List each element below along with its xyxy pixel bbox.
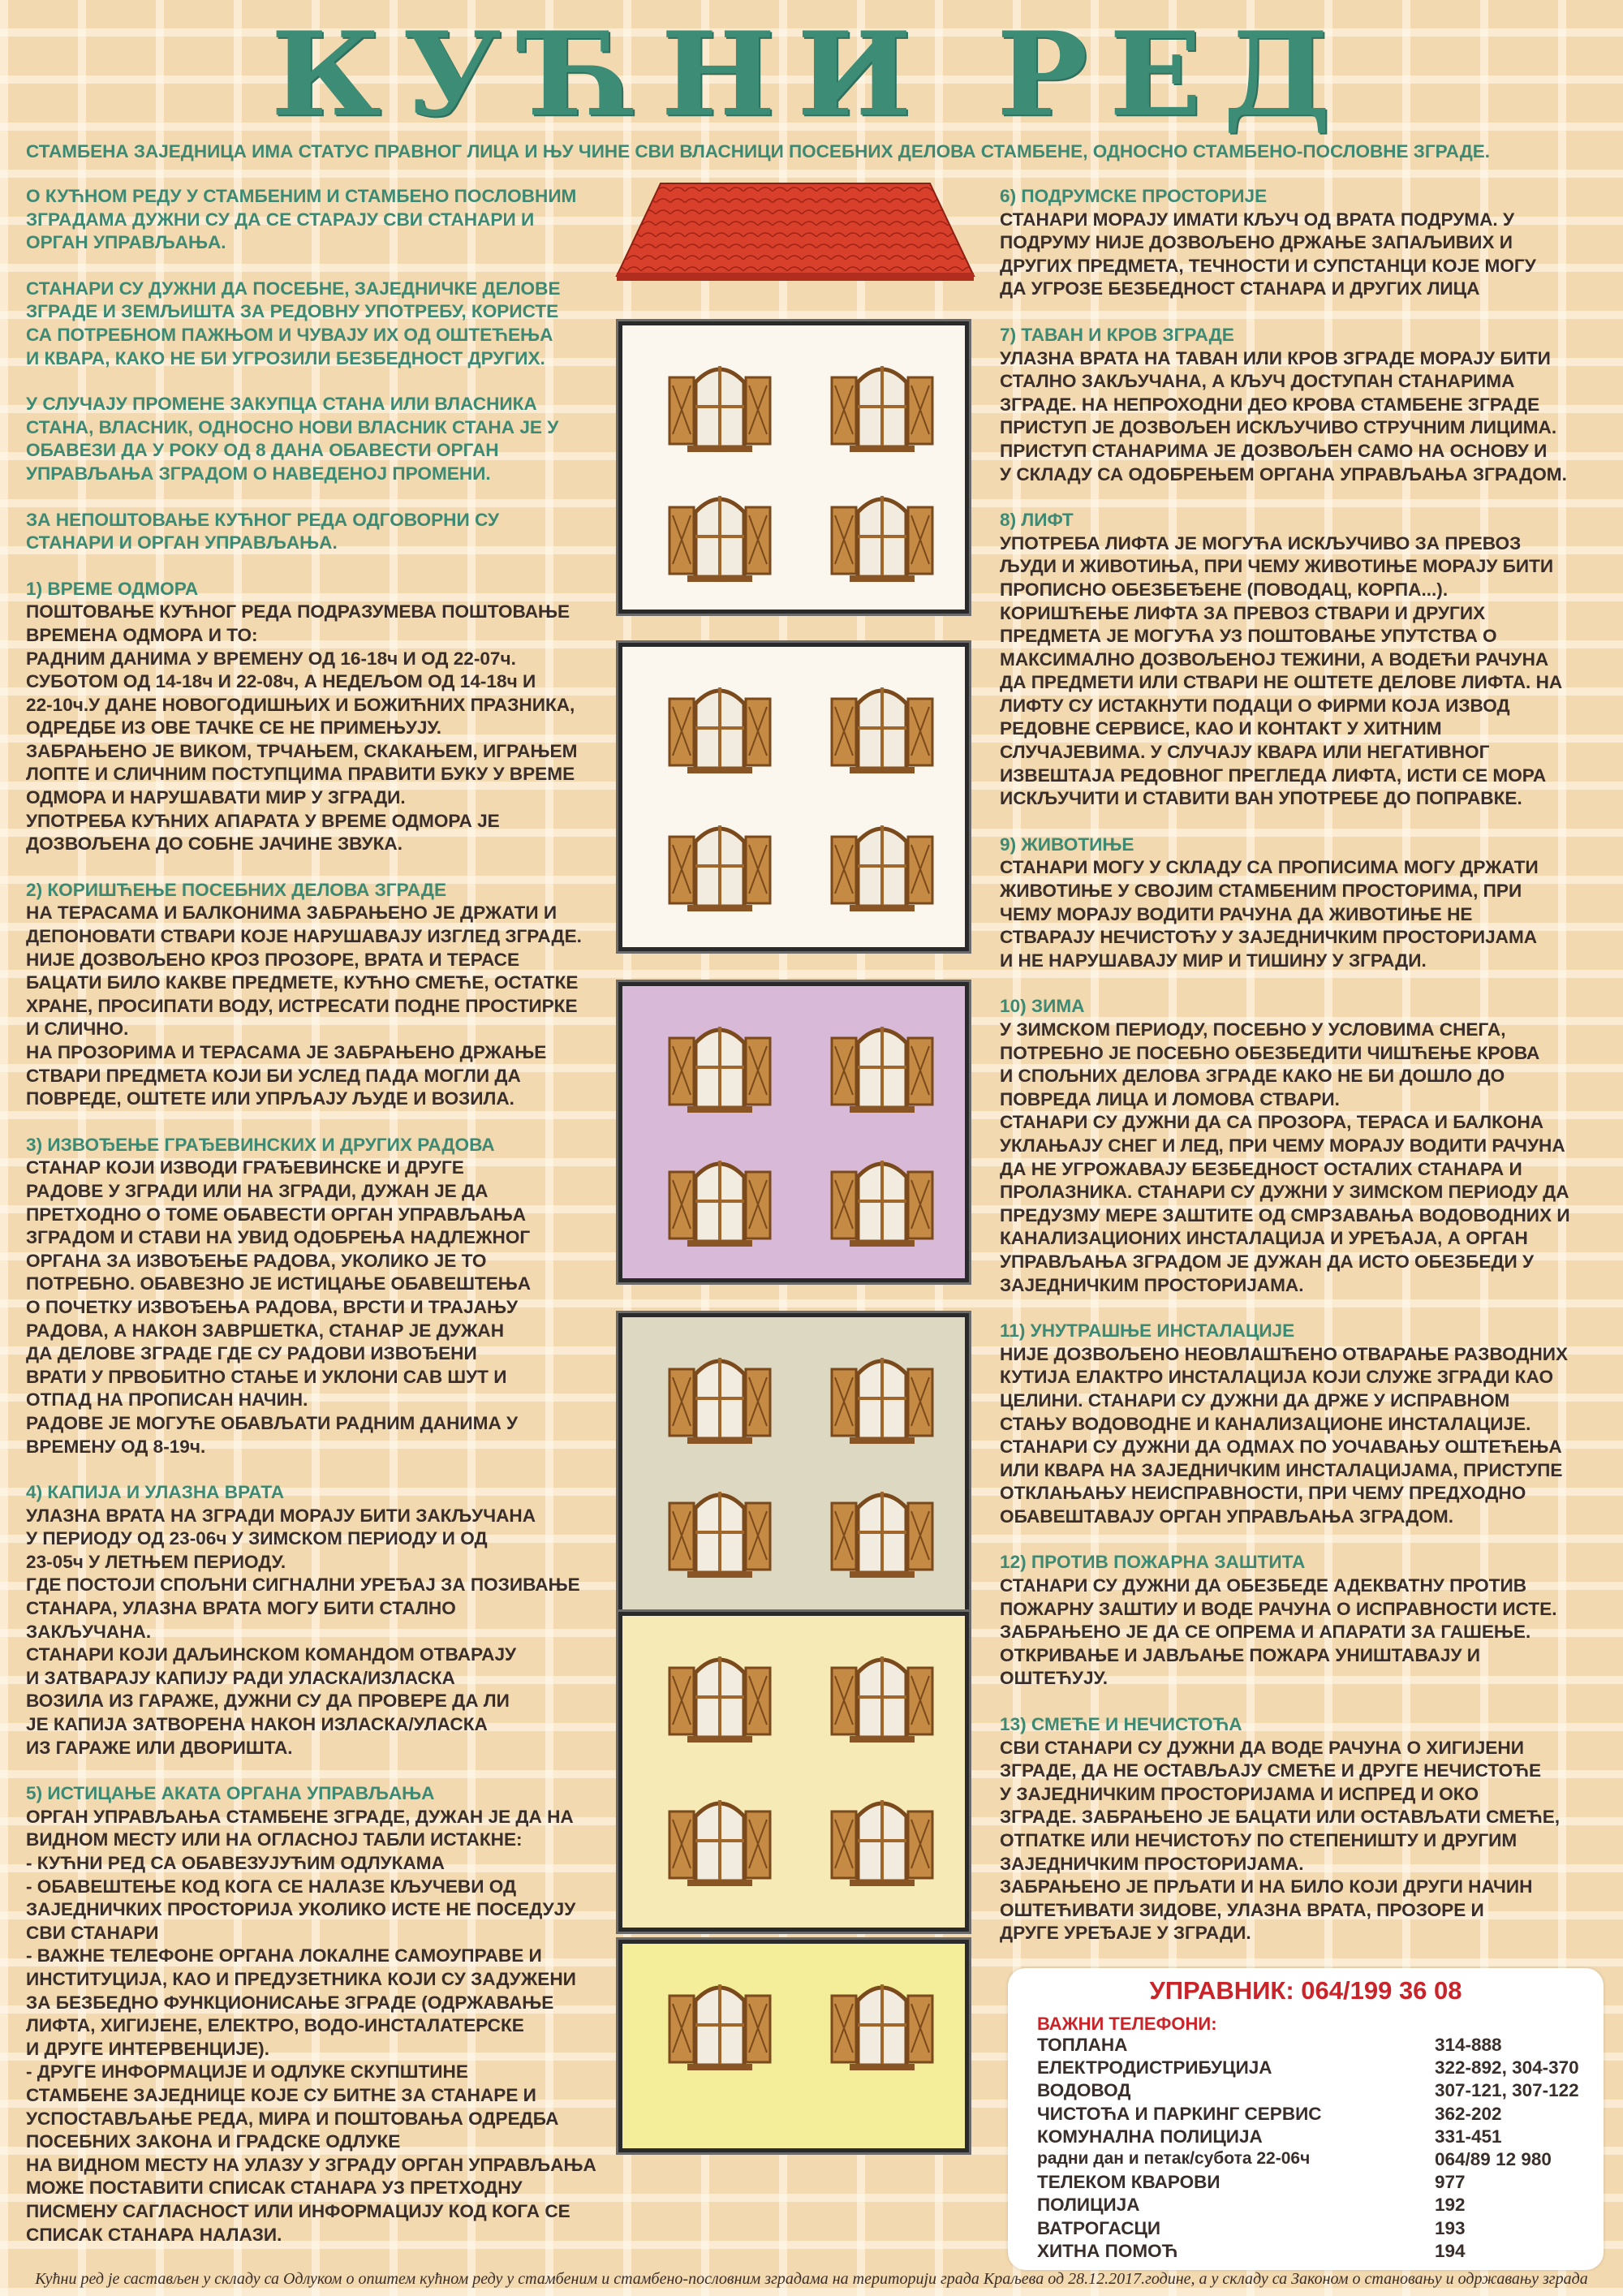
building-floor bbox=[618, 1313, 969, 1613]
phone-number: 362-202 bbox=[1435, 2103, 1502, 2124]
window-illustration bbox=[663, 1475, 777, 1581]
building-floor bbox=[618, 1612, 969, 1932]
window-illustration bbox=[663, 1784, 777, 1889]
phone-number: 193 bbox=[1435, 2217, 1466, 2238]
section-body-private-parts: НА ТЕРАСАМА И БАЛКОНИМА ЗАБРАЊЕНО ЈЕ ДРЖАТИ И ДЕПОНОВАТИ СТВАРИ КОЈЕ НАРУШАВАЈУ ИЗГЛЕД ЗГРАДЕ. НИЈЕ ДОЗВОЉЕНО КРОЗ ПРОЗОРЕ, ВРАТА И ТЕРАСЕ БАЦАТИ БИЛО КАКВЕ ПРЕДМЕТЕ, КУЋНО СМЕЋЕ, ОСТАТКЕ ХРАНЕ, ПРОСИПАТИ ВОДУ, ИСТРЕСАТИ ПОДНЕ ПРОСТИРКЕ И СЛИЧНО. НА ПРОЗОРИМА И ТЕРАСАМА ЈЕ ЗАБРАЊЕНО ДРЖАЊЕ СТВАРИ ПРЕДМЕТА КОЈИ БИ УСЛЕД ПАДА МОГЛИ ДА ПОВРЕДЕ, ОШТЕТЕ ИЛИ УПРЉАЈУ ЉУДЕ И ВОЗИЛА. bbox=[26, 902, 582, 1109]
phone-service-name: ВАТРОГАСЦИ bbox=[1037, 2217, 1161, 2238]
section-heading-elevator: 8) ЛИФТ bbox=[1000, 510, 1074, 531]
phone-number: 322-892, 304-370 bbox=[1435, 2057, 1579, 2078]
phone-number: 977 bbox=[1435, 2172, 1466, 2193]
section-heading-animals: 9) ЖИВОТИЊЕ bbox=[1000, 834, 1134, 855]
phone-number: 314-888 bbox=[1435, 2035, 1502, 2055]
section-body-winter: У ЗИМСКОМ ПЕРИОДУ, ПОСЕБНО У УСЛОВИМА СНЕГА, ПОТРЕБНО ЈЕ ПОСЕБНО ОБЕЗБЕДИТИ ЧИШЋЕЊЕ КРОВА И СПОЉНИХ ДЕЛОВА ЗГРАДЕ КАКО НЕ БИ ДОШЛО ДО ПОВРЕДА ЛИЦА И ЛОМОВА СТВАРИ. СТАНАРИ СУ ДУЖНИ ДА СА ПРОЗОРА, ТЕРАСА И БАЛКОНА УКЛАЊАЈУ СНЕГ И ЛЕД, ПРИ ЧЕМУ МОРАЈУ ВОДИТИ РАЧУНА ДА НЕ УГРОЖАВАЈУ БЕЗБЕДНОСТ ОСТАЛИХ СТАНАРА И ПРОЛАЗНИКА. СТАНАРИ СУ ДУЖНИ У ЗИМСКОМ ПЕРИОДУ ДА ПРЕДУЗМУ МЕРЕ ЗАШТИТЕ ОД СМРЗАВАЊА ВОДОВОДНИХ И КАНАЛИЗАЦИОНИХ ИНСТАЛАЦИЈА И УРЕЂАЈА, А ОРГАН УПРАВЉАЊА ЗГРАДОМ ЈЕ ДУЖАН ДА ИСТО ОБЕЗБЕДИ У ЗАЈЕДНИЧКИМ ПРОСТОРИЈАМА. bbox=[1000, 1019, 1570, 1295]
window-illustration bbox=[663, 480, 777, 585]
window-illustration bbox=[825, 1968, 939, 2074]
section-heading-installations: 11) УНУТРАШЊЕ ИНСТАЛАЦИЈЕ bbox=[1000, 1320, 1295, 1342]
section-body-garbage: СВИ СТАНАРИ СУ ДУЖНИ ДА ВОДЕ РАЧУНА О ХИГИЈЕНИ ЗГРАДЕ, ДА НЕ ОСТАВЉАЈУ СМЕЋЕ И ДРУГЕ НЕЧИСТОЋЕ У ЗАЈЕДНИЧКИМ ПРОСТОРИЈАМА И ИСПРЕД И ОКО ЗГРАДЕ. ЗАБРАЊЕНО ЈЕ БАЦАТИ ИЛИ ОСТАВЉАТИ СМЕЋЕ, ОТПАТКЕ ИЛИ НЕЧИСТОЋУ ПО СТЕПЕНИШТУ И ДРУГИМ ЗАЈЕДНИЧКИМ ПРОСТОРИЈАМА. ЗАБРАЊЕНО ЈЕ ПРЉАТИ И НА БИЛО КОЈИ ДРУГИ НАЧИН ОШТЕЋИВАТИ ЗИДОВЕ, УЛАЗНА ВРАТА, ПРОЗОРЕ И ДРУГЕ УРЕЂАЈЕ У ЗГРАДИ. bbox=[1000, 1737, 1561, 1944]
phone-number: 194 bbox=[1435, 2240, 1466, 2261]
building-floor bbox=[618, 982, 969, 1282]
section-body-gate: УЛАЗНА ВРАТА НА ЗГРАДИ МОРАЈУ БИТИ ЗАКЉУЧАНА У ПЕРИОДУ ОД 23-06ч У ЗИМСКОМ ПЕРИОДУ И ОД 23-05ч У ЛЕТЊЕМ ПЕРИОДУ. ГДЕ ПОСТОЈИ СПОЉНИ СИГНАЛНИ УРЕЂАЈ ЗА ПОЗИВАЊЕ СТАНАРА, УЛАЗНА ВРАТА МОГУ БИТИ СТАЛНО ЗАКЉУЧАНА. СТАНАРИ КОЈИ ДАЉИНСКОМ КОМАНДОМ ОТВАРАЈУ И ЗАТВАРАЈУ КАПИЈУ РАДИ УЛАСКА/ИЗЛАСКА ВОЗИЛА ИЗ ГАРАЖЕ, ДУЖНИ СУ ДА ПРОВЕРЕ ДА ЛИ ЈЕ КАПИЈА ЗАТВОРЕНА НАКОН ИЗЛАСКА/УЛАСКА ИЗ ГАРАЖЕ ИЛИ ДВОРИШТА. bbox=[26, 1505, 580, 1758]
window-illustration bbox=[825, 1640, 939, 1746]
section-body-basement: СТАНАРИ МОРАЈУ ИМАТИ КЉУЧ ОД ВРАТА ПОДРУМА. У ПОДРУМУ НИЈЕ ДОЗВОЉЕНО ДРЖАЊЕ ЗАПАЉИВИХ И ДРУГИХ ПРЕДМЕТА, ТЕЧНОСТИ И СУПСТАНЦИ КОЈЕ МОГУ ДА УГРОЗЕ БЕЗБЕДНОСТ СТАНАРА И ДРУГИХ ЛИЦА bbox=[1000, 209, 1536, 299]
window-illustration bbox=[825, 480, 939, 585]
phone-number: 307-121, 307-122 bbox=[1435, 2080, 1579, 2101]
phone-number: 331-451 bbox=[1435, 2126, 1502, 2147]
section-body-elevator: УПОТРЕБА ЛИФТА ЈЕ МОГУЋА ИСКЉУЧИВО ЗА ПРЕВОЗ ЉУДИ И ЖИВОТИЊА, ПРИ ЧЕМУ ЖИВОТИЊЕ МОРАЈУ БИТИ ПРОПИСНО ОБЕЗБЕЂЕНЕ (ПОВОДАЦ, КОРПА...). КОРИШЋЕЊЕ ЛИФТА ЗА ПРЕВОЗ СТВАРИ И ДРУГИХ ПРЕДМЕТА ЈЕ МОГУЋА УЗ ПОШТОВАЊЕ УПУТСТВА О МАКСИМАЛНО ДОЗВОЉЕНОЈ ТЕЖИНИ, А ВОДЕЋИ РАЧУНА ДА ПРЕДМЕТИ ИЛИ СТВАРИ НЕ ОШТЕТЕ ДЕЛОВЕ ЛИФТА. НА ЛИФТУ СУ ИСТАКНУТИ ПОДАЦИ О ФИРМИ КОЈА ИЗВОД РЕДОВНЕ СЕРВИСЕ, КАО И КОНТАКТ У ХИТНИМ СЛУЧАЈЕВИМА. У СЛУЧАЈУ КВАРА ИЛИ НЕГАТИВНОГ ИЗВЕШТАЈА РЕДОВНОГ ПРЕГЛЕДА ЛИФТА, ИСТИ СЕ МОРА ИСКЉУЧИТИ И СТАВИТИ ВАН УПОТРЕБЕ ДО ПОПРАВКЕ. bbox=[1000, 532, 1563, 809]
window-illustration bbox=[663, 671, 777, 777]
phone-service-name: ХИТНА ПОМОЋ bbox=[1037, 2240, 1178, 2261]
phone-service-name: ПОЛИЦИЈА bbox=[1037, 2195, 1140, 2216]
window-illustration bbox=[663, 1144, 777, 1250]
section-body-installations: НИЈЕ ДОЗВОЉЕНО НЕОВЛАШЋЕНО ОТВАРАЊЕ РАЗВОДНИХ КУТИЈА ЕЛАКТРО ИНСТАЛАЦИЈА КОЈИ СЛУЖЕ ЗГРАДИ КАО ЦЕЛИНИ. СТАНАРИ СУ ДУЖНИ ДА ДРЖЕ У ИСПРАВНОМ СТАЊУ ВОДОВОДНЕ И КАНАЛИЗАЦИОНЕ ИНСТАЛАЦИЈЕ. СТАНАРИ СУ ДУЖНИ ДА ОДМАХ ПО УОЧАВАЊУ ОШТЕЋЕЊА ИЛИ КВАРА НА ЗАЈЕДНИЧКИМ ИНСТАЛАЦИЈАМА, ПРИСТУПЕ ОТКЛАЊАЊУ НЕИСПРАВНОСТИ, ПРИ ЧЕМУ ПРЕДХОДНО ОБАВЕШТАВАЈУ ОРГАН УПРАВЉАЊА ЗГРАДОМ. bbox=[1000, 1343, 1569, 1527]
window-illustration bbox=[663, 1968, 777, 2074]
section-body-attic: УЛАЗНА ВРАТА НА ТАВАН ИЛИ КРОВ ЗГРАДЕ МОРАЈУ БИТИ СТАЛНО ЗАКЉУЧАНА, А КЉУЧ ДОСТУПАН СТАНАРИМА ЗГРАДЕ. НА НЕПРОХОДНИ ДЕО КРОВА СТАМБЕНЕ ЗГРАДЕ ПРИСТУП ЈЕ ДОЗВОЉЕН ИСКЉУЧИВО СТРУЧНИМ ЛИЦИМА. ПРИСТУП СТАНАРИМА ЈЕ ДОЗВОЉЕН САМО НА ОСНОВУ И У СКЛАДУ СА ОДОБРЕЊЕМ ОРГАНА УПРАВЉАЊА ЗГРАДОМ. bbox=[1000, 347, 1567, 485]
section-heading-notices: 5) ИСТИЦАЊЕ АКАТА ОРГАНА УПРАВЉАЊА bbox=[26, 1783, 435, 1804]
phone-row bbox=[1037, 2035, 1589, 2057]
phone-row bbox=[1037, 2195, 1589, 2217]
phone-service-name: ЕЛЕКТРОДИСТРИБУЦИЈА bbox=[1037, 2057, 1272, 2078]
window-illustration bbox=[663, 1640, 777, 1746]
section-heading-construction: 3) ИЗВОЂЕЊЕ ГРАЂЕВИНСКИХ И ДРУГИХ РАДОВА bbox=[26, 1134, 495, 1155]
window-illustration bbox=[663, 809, 777, 915]
intro-text: СТАМБЕНА ЗАЈЕДНИЦА ИМА СТАТУС ПРАВНОГ ЛИЦА И ЊУ ЧИНЕ СВИ ВЛАСНИЦИ ПОСЕБНИХ ДЕЛОВА СТАМБЕНЕ, ОДНОСНО СТАМБЕНО-ПОСЛОВНЕ ЗГРАДЕ. bbox=[26, 141, 1491, 162]
phone-row bbox=[1037, 2080, 1589, 2103]
building-floor bbox=[618, 321, 969, 614]
window-illustration bbox=[825, 671, 939, 777]
section-heading-garbage: 13) СМЕЋЕ И НЕЧИСТОЋА bbox=[1000, 1714, 1242, 1735]
section-body-rest-time: ПОШТОВАЊЕ КУЋНОГ РЕДА ПОДРАЗУМЕВА ПОШТОВАЊЕ ВРЕМЕНА ОДМОРА И ТО: РАДНИМ ДАНИМА У ВРЕМЕНУ ОД 16-18ч И ОД 22-07ч. СУБОТОМ ОД 14-18ч И 22-08ч, А НЕДЕЉОМ ОД 14-18ч И 22-10ч.У ДАНЕ НОВОГОДИШЊИХ И БОЖИЋНИХ ПРАЗНИКА, ОДРЕДБЕ ИЗ ОВЕ ТАЧКЕ СЕ НЕ ПРИМЕЊУЈУ. ЗАБРАЊЕНО ЈЕ ВИКОМ, ТРЧАЊЕМ, СКАКАЊЕМ, ИГРАЊЕМ ЛОПТЕ И СЛИЧНИМ ПОСТУПЦИМА ПРАВИТИ БУКУ У ВРЕМЕ ОДМОРА И НАРУШАВАТИ МИР У ЗГРАДИ. УПОТРЕБА КУЋНИХ АПАРАТА У ВРЕМЕ ОДМОРА ЈЕ ДОЗВОЉЕНА ДО СОБНЕ ЈАЧИНЕ ЗВУКА. bbox=[26, 601, 578, 855]
window-illustration bbox=[825, 1342, 939, 1447]
section-heading-attic: 7) ТАВАН И КРОВ ЗГРАДЕ bbox=[1000, 324, 1234, 345]
footer-note: Кућни ред је састављен у складу са Одлуком о општем кућном реду у стамбеним и стамбено-пословним зградама на територији града Краљева од 28.12.2017.године, а у складу са Законом о становању и одржавању зграда bbox=[35, 2270, 1588, 2288]
phone-service-name: радни дан и петак/субота 22-06ч bbox=[1037, 2149, 1311, 2168]
phone-service-name: ВОДОВОД bbox=[1037, 2080, 1131, 2101]
section-heading-private-parts: 2) КОРИШЋЕЊЕ ПОСЕБНИХ ДЕЛОВА ЗГРАДЕ bbox=[26, 879, 447, 900]
window-illustration bbox=[663, 350, 777, 455]
phone-row bbox=[1037, 2126, 1589, 2149]
paragraph-responsibility: О КУЋНОМ РЕДУ У СТАМБЕНИМ И СТАМБЕНО ПОСЛОВНИМ ЗГРАДАМА ДУЖНИ СУ ДА СЕ СТАРАЈУ СВИ СТАНАРИ И ОРГАН УПРАВЉАЊА. bbox=[26, 186, 577, 253]
building-floor bbox=[618, 1940, 969, 2152]
roof-illustration bbox=[612, 180, 979, 286]
section-heading-fire-protection: 12) ПРОТИВ ПОЖАРНА ЗАШТИТА bbox=[1000, 1552, 1306, 1573]
phone-service-name: ТОПЛАНА bbox=[1037, 2035, 1128, 2055]
paragraph-owner-change: У СЛУЧАЈУ ПРОМЕНЕ ЗАКУПЦА СТАНА ИЛИ ВЛАСНИКА СТАНА, ВЛАСНИК, ОДНОСНО НОВИ ВЛАСНИК СТАНА ЈЕ У ОБАВЕЗИ ДА У РОКУ ОД 8 ДАНА ОБАВЕСТИ ОРГАН УПРАВЉАЊА ЗГРАДОМ О НАВЕДЕНОЈ ПРОМЕНИ. bbox=[26, 394, 559, 484]
phone-row bbox=[1037, 2172, 1589, 2195]
phone-service-name: ЧИСТОЋА И ПАРКИНГ СЕРВИС bbox=[1037, 2103, 1322, 2124]
section-heading-basement: 6) ПОДРУМСКЕ ПРОСТОРИЈЕ bbox=[1000, 186, 1268, 206]
window-illustration bbox=[825, 1010, 939, 1116]
page-title: КУЋНИ РЕД bbox=[270, 6, 1353, 143]
phone-service-name: КОМУНАЛНА ПОЛИЦИЈА bbox=[1037, 2126, 1263, 2147]
section-heading-rest-time: 1) ВРЕМЕ ОДМОРА bbox=[26, 578, 199, 599]
section-heading-winter: 10) ЗИМА bbox=[1000, 996, 1085, 1017]
window-illustration bbox=[663, 1342, 777, 1447]
important-phones-box bbox=[1008, 1968, 1604, 2270]
section-body-fire-protection: СТАНАРИ СУ ДУЖНИ ДА ОБЕЗБЕДЕ АДЕКВАТНУ ПРОТИВ ПОЖАРНУ ЗАШТИУ И ВОДЕ РАЧУНА О ИСПРАВНОСТИ ИСТЕ. ЗАБРАЊЕНО ЈЕ ДА СЕ ОПРЕМА И АПАРАТИ ЗА ГАШЕЊЕ. ОТКРИВАЊЕ И ЈАВЉАЊЕ ПОЖАРА УНИШТАВАЈУ И ОШТЕЋУЈУ. bbox=[1000, 1575, 1557, 1689]
paragraph-care: СТАНАРИ СУ ДУЖНИ ДА ПОСЕБНЕ, ЗАЈЕДНИЧКЕ ДЕЛОВЕ ЗГРАДЕ И ЗЕМЉИШТА ЗА РЕДОВНУ УПОТРЕБУ, КОРИСТЕ СА ПОТРЕБНОМ ПАЖЊОМ И ЧУВАЈУ ИХ ОД ОШТЕЋЕЊА И КВАРА, КАКО НЕ БИ УГРОЗИЛИ БЕЗБЕДНОСТ ДРУГИХ. bbox=[26, 278, 561, 368]
section-heading-gate: 4) КАПИЈА И УЛАЗНА ВРАТА bbox=[26, 1482, 285, 1503]
phone-number: 064/89 12 980 bbox=[1435, 2149, 1552, 2169]
window-illustration bbox=[825, 1475, 939, 1581]
left-column bbox=[26, 185, 643, 2246]
window-illustration bbox=[825, 350, 939, 455]
right-column bbox=[1000, 185, 1608, 1945]
section-body-construction: СТАНАР КОЈИ ИЗВОДИ ГРАЂЕВИНСКЕ И ДРУГЕ РАДОВЕ У ЗГРАДИ ИЛИ НА ЗГРАДИ, ДУЖАН ЈЕ ДА ПРЕТХОДНО О ТОМЕ ОБАВЕСТИ ОРГАН УПРАВЉАЊА ЗГРАДОМ И СТАВИ НА УВИД ОДОБРЕЊА НАДЛЕЖНОГ ОРГАНА ЗА ИЗВОЂЕЊЕ РАДОВА, УКОЛИКО ЈЕ ТО ПОТРЕБНО. ОБАВЕЗНО ЈЕ ИСТИЦАЊЕ ОБАВЕШТЕЊА О ПОЧЕТКУ ИЗВОЂЕЊА РАДОВА, ВРСТИ И ТРАЈАЊУ РАДОВА, А НАКОН ЗАВРШЕТКА, СТАНАР ЈЕ ДУЖАН ДА ДЕЛОВЕ ЗГРАДЕ ГДЕ СУ РАДОВИ ИЗВОЂЕНИ ВРАТИ У ПРВОБИТНО СТАЊЕ И УКЛОНИ САВ ШУТ И ОТПАД НА ПРОПИСАН НАЧИН. РАДОВЕ ЈЕ МОГУЋЕ ОБАВЉАТИ РАДНИМ ДАНИМА У ВРЕМЕНУ ОД 8-19ч. bbox=[26, 1157, 532, 1457]
window-illustration bbox=[825, 809, 939, 915]
window-illustration bbox=[825, 1144, 939, 1250]
phone-number: 192 bbox=[1435, 2195, 1466, 2216]
phone-row bbox=[1037, 2241, 1589, 2264]
phone-row bbox=[1037, 2218, 1589, 2241]
window-illustration bbox=[663, 1010, 777, 1116]
phone-service-name: ТЕЛЕКОМ КВАРОВИ bbox=[1037, 2172, 1220, 2193]
phone-row bbox=[1037, 2149, 1589, 2172]
phone-row bbox=[1037, 2104, 1589, 2126]
phone-row bbox=[1037, 2057, 1589, 2080]
window-illustration bbox=[825, 1784, 939, 1889]
section-body-notices: ОРГАН УПРАВЉАЊА СТАМБЕНЕ ЗГРАДЕ, ДУЖАН ЈЕ ДА НА ВИДНОМ МЕСТУ ИЛИ НА ОГЛАСНОЈ ТАБЛИ ИСТАКНЕ: - КУЋНИ РЕД СА ОБАВЕЗУЈУЋИМ ОДЛУКАМА - ОБАВЕШТЕЊЕ КОД КОГА СЕ НАЛАЗЕ КЉУЧЕВИ ОД ЗАЈЕДНИЧКИХ ПРОСТОРИЈА УКОЛИКО ИСТЕ НЕ ПОСЕДУЈУ СВИ СТАНАРИ - ВАЖНЕ ТЕЛЕФОНЕ ОРГАНА ЛОКАЛНЕ САМОУПРАВЕ И ИНСТИТУЦИЈА, КАО И ПРЕДУЗЕТНИКА КОЈИ СУ ЗАДУЖЕНИ ЗА БЕЗБЕДНО ФУНКЦИОНИСАЊЕ ЗГРАДЕ (ОДРЖАВАЊЕ ЛИФТА, ХИГИЈЕНЕ, ЕЛЕКТРО, ВОДО-ИНСТАЛАТЕРСКЕ И ДРУГЕ ИНТЕРВЕНЦИЈЕ). - ДРУГЕ ИНФОРМАЦИЈЕ И ОДЛУКЕ СКУПШТИНЕ СТАМБЕНЕ ЗАЈЕДНИЦЕ КОЈЕ СУ БИТНЕ ЗА СТАНАРЕ И УСПОСТАВЉАЊЕ РЕДА, МИРА И ПОШТОВАЊА ОДРЕДБА ПОСЕБНИХ ЗАКОНА И ГРАДСКЕ ОДЛУКЕ НА ВИДНОМ МЕСТУ НА УЛАЗУ У ЗГРАДУ ОРГАН УПРАВЉАЊА МОЖЕ ПОСТАВИТИ СПИСАК СТАНАРА УЗ ПРЕТХОДНУ ПИСМЕНУ САГЛАСНОСТ ИЛИ ИНФОРМАЦИЈУ КОД КОГА СЕ СПИСАК СТАНАРА НАЛАЗИ. bbox=[26, 1806, 596, 2245]
paragraph-liability: ЗА НЕПОШТОВАЊЕ КУЋНОГ РЕДА ОДГОВОРНИ СУ СТАНАРИ И ОРГАН УПРАВЉАЊА. bbox=[26, 509, 500, 554]
phones-heading: ВАЖНИ ТЕЛЕФОНИ: bbox=[1037, 2014, 1217, 2034]
building-illustration bbox=[601, 170, 990, 2167]
section-body-animals: СТАНАРИ МОГУ У СКЛАДУ СА ПРОПИСИМА МОГУ ДРЖАТИ ЖИВОТИЊЕ У СВОЈИМ СТАМБЕНИМ ПРОСТОРИМА, ПРИ ЧЕМУ МОРАЈУ ВОДИТИ РАЧУНА ДА ЖИВОТИЊЕ НЕ СТВАРАЈУ НЕЧИСТОЋУ У ЗАЈЕДНИЧКИМ ПРОСТОРИЈАМА И НЕ НАРУШАВАЈУ МИР И ТИШИНУ У ЗГРАДИ. bbox=[1000, 857, 1539, 971]
manager-phone: УПРАВНИК: 064/199 36 08 bbox=[1149, 1976, 1462, 2005]
building-floor bbox=[618, 643, 969, 951]
